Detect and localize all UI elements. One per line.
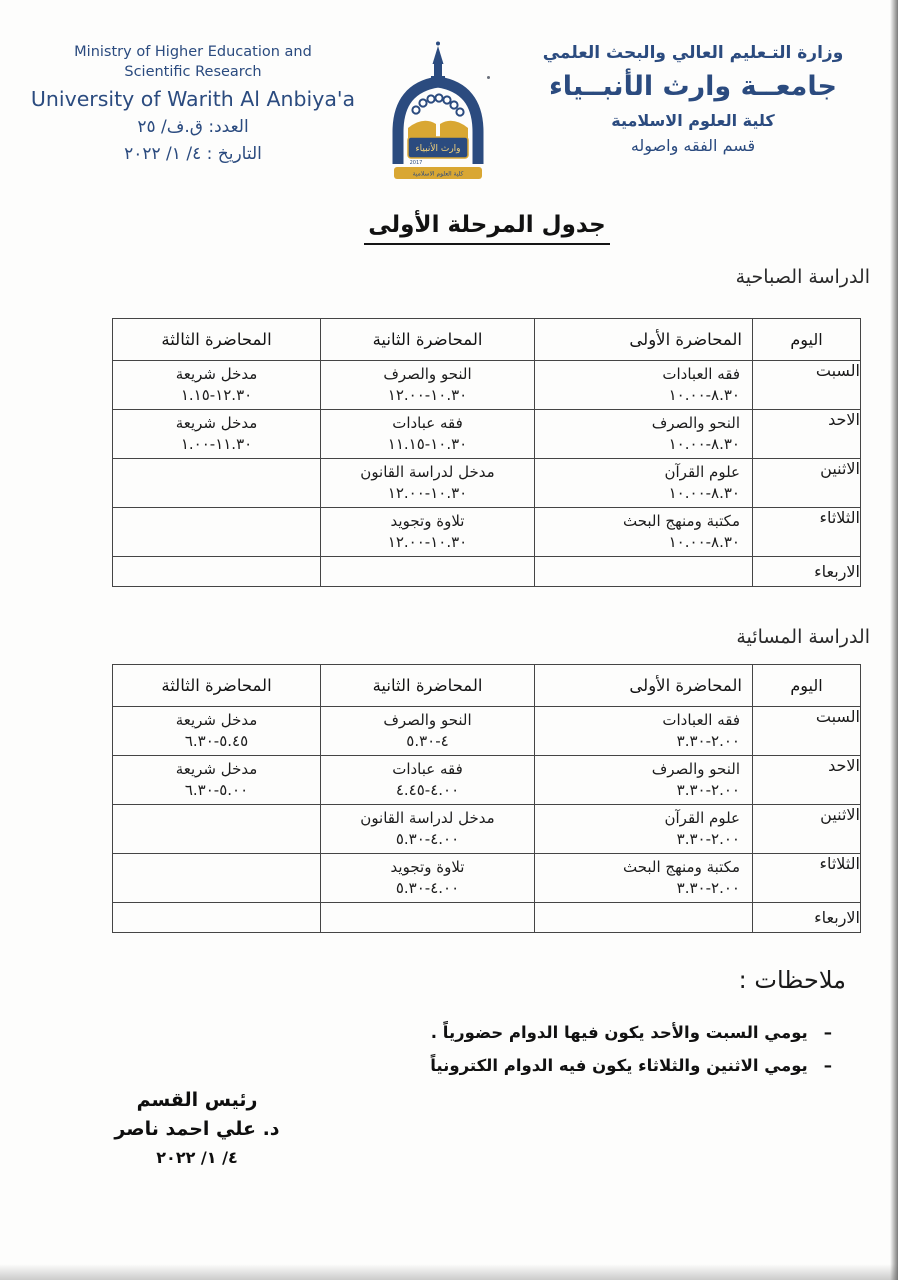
time-range: ١٠.٣٠-١٢.٠٠ <box>387 484 468 502</box>
subject: تلاوة وتجويد <box>390 512 465 530</box>
lecture-cell <box>113 410 321 459</box>
table-row-tuesday <box>113 508 861 557</box>
lecture-cell-empty <box>321 557 535 587</box>
evening-schedule-table <box>112 664 861 933</box>
scan-speck <box>487 76 490 79</box>
time-range: ٤.٠٠-٤.٤٥ <box>395 781 460 799</box>
lecture-cell <box>321 854 535 903</box>
lecture-cell-empty <box>113 459 321 508</box>
letterhead-right <box>518 40 868 159</box>
logo-ribbon-text: كلية العلوم الاسلامية <box>412 170 464 178</box>
note-item <box>430 1016 832 1049</box>
morning-schedule-table <box>112 318 861 587</box>
subject: فقه عبادات <box>392 414 463 432</box>
day-cell: الاثنين <box>753 805 861 854</box>
university-logo <box>376 40 500 190</box>
logo-year-text: 2017 <box>409 160 423 166</box>
time-range: ٢.٠٠-٣.٣٠ <box>676 830 740 848</box>
lecture-cell-empty <box>113 557 321 587</box>
time-range: ٨.٣٠-١٠.٠٠ <box>668 484 740 502</box>
header-lecture-2: المحاضرة الثانية <box>321 319 535 361</box>
signer-name: د. علي احمد ناصر <box>114 1118 280 1140</box>
issue-date: التاريخ : ٤/ ١/ ٢٠٢٢ <box>124 144 262 164</box>
time-range: ١١.٣٠-١.٠٠ <box>180 435 253 453</box>
lecture-cell <box>321 459 535 508</box>
lecture-cell <box>113 361 321 410</box>
day-cell: الاحد <box>753 756 861 805</box>
note-item <box>430 1049 832 1082</box>
time-range: ١٢.٣٠-١.١٥ <box>180 386 253 404</box>
time-range: ٢.٠٠-٣.٣٠ <box>676 732 740 750</box>
header-day: اليوم <box>753 665 861 707</box>
table-header-row <box>113 319 861 361</box>
section-label-evening: الدراسة المسائية <box>736 626 870 648</box>
lecture-cell <box>535 410 753 459</box>
calligraphy-panel <box>408 137 468 166</box>
time-range: ٢.٠٠-٣.٣٠ <box>676 879 740 897</box>
notes-title: ملاحظات : <box>738 966 846 994</box>
note-text: يومي السبت والأحد يكون فيها الدوام حضورياً . <box>430 1023 808 1042</box>
day-cell: الاربعاء <box>753 903 861 933</box>
header-lecture-1: المحاضرة الأولى <box>535 665 753 707</box>
day-cell: الاحد <box>753 410 861 459</box>
table-header-row <box>113 665 861 707</box>
day-cell: السبت <box>753 707 861 756</box>
issue-number: العدد: ق.ف/ ٢٥ <box>137 117 249 137</box>
lecture-cell <box>535 459 753 508</box>
ministry-name-ar: وزارة التـعليم العالي والبحث العلمي <box>542 43 844 63</box>
header-lecture-2: المحاضرة الثانية <box>321 665 535 707</box>
logo-calligraphy-text: وارث الأنبياء <box>415 144 461 154</box>
subject: مدخل لدراسة القانون <box>360 809 495 827</box>
signer-role: رئيس القسم <box>136 1089 258 1111</box>
table-row-monday <box>113 805 861 854</box>
table-row-wednesday <box>113 903 861 933</box>
dash-bullet-icon: – <box>823 1023 832 1042</box>
lecture-cell <box>535 361 753 410</box>
college-name-ar: كلية العلوم الاسلامية <box>611 111 775 130</box>
minaret-icon <box>431 42 445 81</box>
lecture-cell <box>321 805 535 854</box>
page-title: جدول المرحلة الأولى <box>364 212 610 245</box>
day-cell: الاثنين <box>753 459 861 508</box>
time-range: ٨.٣٠-١٠.٠٠ <box>668 435 740 453</box>
lecture-cell-empty <box>321 903 535 933</box>
circle-chain <box>412 94 463 115</box>
ministry-name-en-line2: Scientific Research <box>124 64 262 80</box>
subject: تلاوة وتجويد <box>390 858 465 876</box>
logo-ribbon <box>394 167 482 179</box>
lecture-cell <box>113 707 321 756</box>
title-row <box>0 212 898 245</box>
subject: النحو والصرف <box>383 365 472 383</box>
lecture-cell <box>535 756 753 805</box>
ministry-name-en-line1: Ministry of Higher Education and <box>74 44 312 60</box>
subject: النحو والصرف <box>651 414 740 432</box>
section-label-morning: الدراسة الصباحية <box>735 266 870 288</box>
table-row-saturday <box>113 707 861 756</box>
day-cell: الثلاثاء <box>753 854 861 903</box>
subject: علوم القرآن <box>664 463 740 481</box>
time-range: ١٠.٣٠-١٢.٠٠ <box>387 386 468 404</box>
time-range: ٨.٣٠-١٠.٠٠ <box>668 386 740 404</box>
lecture-cell-empty <box>113 903 321 933</box>
header-lecture-3: المحاضرة الثالثة <box>113 665 321 707</box>
day-cell: السبت <box>753 361 861 410</box>
university-name-ar: جامعــة وارث الأنبــياء <box>548 71 837 102</box>
header-lecture-1: المحاضرة الأولى <box>535 319 753 361</box>
lecture-cell <box>321 410 535 459</box>
lecture-cell <box>321 756 535 805</box>
subject: النحو والصرف <box>383 711 472 729</box>
time-range: ٤.٠٠-٥.٣٠ <box>395 830 460 848</box>
header-day: اليوم <box>753 319 861 361</box>
department-name-ar: قسم الفقه واصوله <box>630 136 756 155</box>
lecture-cell-empty <box>113 805 321 854</box>
table-row-sunday <box>113 410 861 459</box>
subject: مكتبة ومنهج البحث <box>622 512 740 530</box>
subject: مدخل شريعة <box>175 365 258 383</box>
university-name-en: University of Warith Al Anbiya'a <box>30 87 356 111</box>
header-lecture-3: المحاضرة الثالثة <box>113 319 321 361</box>
table-row-sunday <box>113 756 861 805</box>
letterhead-left <box>28 42 358 168</box>
lecture-cell-empty <box>113 854 321 903</box>
lecture-cell-empty <box>113 508 321 557</box>
lecture-cell <box>321 508 535 557</box>
time-range: ٥.٤٥-٦.٣٠ <box>184 732 249 750</box>
lecture-cell <box>535 805 753 854</box>
time-range: ٨.٣٠-١٠.٠٠ <box>668 533 740 551</box>
lecture-cell <box>321 707 535 756</box>
lecture-cell-empty <box>535 903 753 933</box>
lecture-cell <box>535 707 753 756</box>
notes-list <box>430 1016 832 1082</box>
lecture-cell <box>321 361 535 410</box>
subject: علوم القرآن <box>664 809 740 827</box>
subject: مدخل شريعة <box>175 414 258 432</box>
time-range: ٤.٠٠-٥.٣٠ <box>395 879 460 897</box>
scan-edge-right <box>890 0 898 1280</box>
time-range: ٢.٠٠-٣.٣٠ <box>676 781 740 799</box>
day-cell: الاربعاء <box>753 557 861 587</box>
subject: النحو والصرف <box>651 760 740 778</box>
table-row-monday <box>113 459 861 508</box>
table-row-tuesday <box>113 854 861 903</box>
table-row-wednesday <box>113 557 861 587</box>
subject: فقه عبادات <box>392 760 463 778</box>
table-row-saturday <box>113 361 861 410</box>
note-text: يومي الاثنين والثلاثاء يكون فيه الدوام الكترونياً <box>430 1056 808 1075</box>
time-range: ١٠.٣٠-١٢.٠٠ <box>387 533 468 551</box>
lecture-cell-empty <box>535 557 753 587</box>
subject: فقه العبادات <box>662 711 740 729</box>
subject: فقه العبادات <box>662 365 740 383</box>
dash-bullet-icon: – <box>823 1056 832 1075</box>
lecture-cell <box>535 854 753 903</box>
subject: مدخل شريعة <box>175 711 258 729</box>
lecture-cell <box>113 756 321 805</box>
time-range: ١٠.٣٠-١١.١٥ <box>387 435 468 453</box>
lecture-cell <box>535 508 753 557</box>
subject: مدخل لدراسة القانون <box>360 463 495 481</box>
subject: مدخل شريعة <box>175 760 258 778</box>
signature-date: ٤/ ١/ ٢٠٢٢ <box>156 1148 238 1167</box>
time-range: ٥.٠٠-٦.٣٠ <box>184 781 249 799</box>
day-cell: الثلاثاء <box>753 508 861 557</box>
time-range: ٤-٥.٣٠ <box>406 732 449 750</box>
subject: مكتبة ومنهج البحث <box>622 858 740 876</box>
scan-edge-bottom <box>0 1264 898 1280</box>
signature-block <box>92 1086 302 1171</box>
